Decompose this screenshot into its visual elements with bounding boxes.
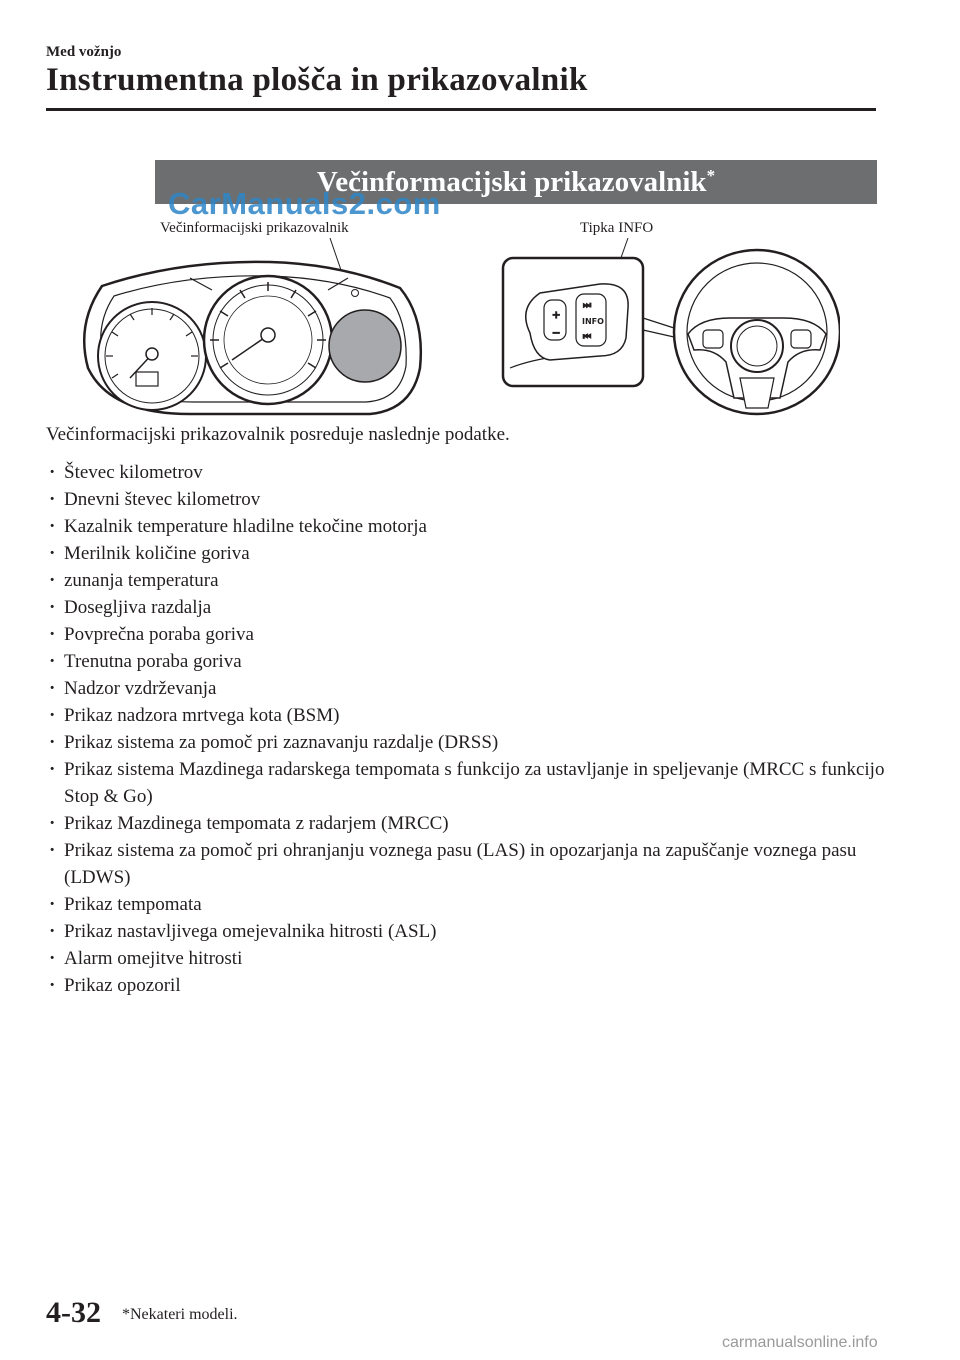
page-title: Instrumentna plošča in prikazovalnik [46, 62, 588, 98]
list-item: · Trenutna poraba goriva [46, 648, 886, 675]
list-item: · Merilnik količine goriva [46, 540, 886, 567]
list-item: · Dnevni števec kilometrov [46, 486, 886, 513]
feature-list [46, 459, 886, 999]
list-item: · Nadzor vzdrževanja [46, 675, 886, 702]
steering-wheel [674, 250, 840, 414]
footnote: *Nekateri modeli. [122, 1306, 238, 1323]
section-label: Med vožnjo [46, 44, 122, 60]
list-item: · Prikaz tempomata [46, 891, 886, 918]
svg-text:+: + [552, 310, 561, 321]
page-number: 4-32 [46, 1296, 101, 1329]
list-item: · Kazalnik temperature hladilne tekočine motorja [46, 513, 886, 540]
list-item: · Prikaz opozoril [46, 972, 886, 999]
callout-multi-info-display: Večinformacijski prikazovalnik [160, 220, 349, 236]
title-divider [46, 108, 876, 111]
intro-paragraph: Večinformacijski prikazovalnik posreduje naslednje podatke. [46, 424, 510, 445]
instrument-cluster [84, 262, 421, 414]
list-item: · Dosegljiva razdalja [46, 594, 886, 621]
svg-text:−: − [552, 328, 561, 339]
list-item: · Števec kilometrov [46, 459, 886, 486]
volume-buttons [544, 300, 566, 340]
svg-text:⏭: ⏭ [583, 301, 592, 311]
watermark-logo: CarManuals2.com [168, 186, 441, 221]
callout-info-button: Tipka INFO [580, 220, 654, 236]
svg-text:⏮: ⏮ [583, 332, 592, 342]
speedometer [204, 276, 332, 404]
site-watermark: carmanualsonline.info [722, 1334, 878, 1351]
list-item: · Prikaz nadzora mrtvega kota (BSM) [46, 702, 886, 729]
list-item: · Povprečna poraba goriva [46, 621, 886, 648]
model-asterisk: * [706, 166, 716, 185]
list-item: · Prikaz Mazdinega tempomata z radarjem (MRCC) [46, 810, 886, 837]
list-item: · Prikaz nastavljivega omejevalnika hitrosti (ASL) [46, 918, 886, 945]
banner-title-text: Večinformacijski prikazovalnik [316, 166, 707, 198]
left-gauge [98, 302, 206, 410]
info-button: INFO [582, 317, 604, 326]
list-item: · Prikaz sistema Mazdinega radarskega tempomata s funkcijo za ustavljanje in speljevanje (MRCC s funkcijo Stop & Go) [46, 756, 886, 810]
list-item: · Prikaz sistema za pomoč pri zaznavanju razdalje (DRSS) [46, 729, 886, 756]
list-item: · zunanja temperatura [46, 567, 886, 594]
list-item: · Prikaz sistema za pomoč pri ohranjanju voznega pasu (LAS) in opozarjanja na zapuščanje voznega pasu (LDWS) [46, 837, 886, 891]
instrument-cluster-figure [40, 238, 840, 418]
list-item: · Alarm omejitve hitrosti [46, 945, 886, 972]
